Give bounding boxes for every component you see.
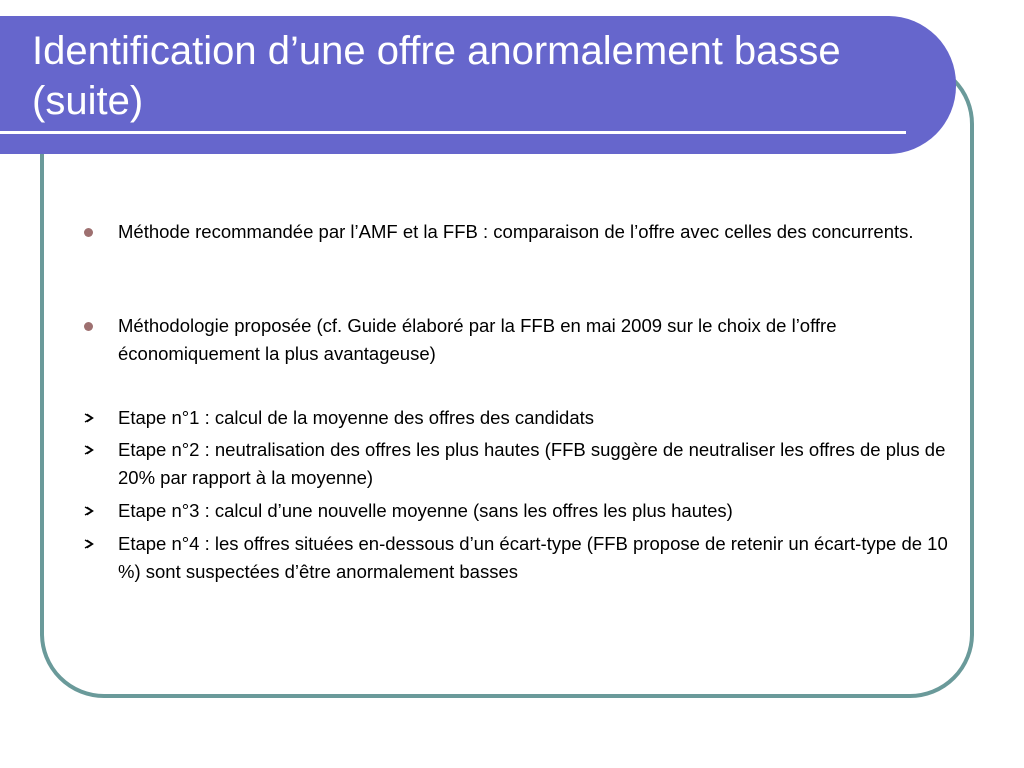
step-item — [118, 530, 948, 586]
slide-title: Identification d’une offre anormalement basse (suite) — [32, 29, 841, 123]
step-text: Etape n°3 : calcul d’une nouvelle moyenne (sans les offres les plus hautes) — [118, 500, 733, 521]
bullet-dot-icon — [80, 218, 100, 246]
bullet-item — [118, 312, 948, 368]
arrow-bullet-icon — [80, 404, 100, 432]
bullet-item — [118, 218, 948, 246]
step-text: Etape n°1 : calcul de la moyenne des offres des candidats — [118, 407, 595, 428]
step-item — [118, 404, 948, 432]
step-text: Etape n°4 : les offres situées en-dessous d’un écart-type (FFB propose de retenir un écart-type de 10 %) sont suspectées d’être anormalement basses — [118, 533, 948, 582]
step-item — [118, 436, 948, 492]
arrow-bullet-icon — [80, 497, 100, 525]
bullet-text: Méthodologie proposée (cf. Guide élaboré par la FFB en mai 2009 sur le choix de l’offre économiquement la plus avantageuse) — [118, 315, 837, 364]
step-item — [118, 497, 948, 525]
bullet-dot-icon — [80, 312, 100, 340]
arrow-bullet-icon — [80, 530, 100, 558]
bullet-text: Méthode recommandée par l’AMF et la FFB : comparaison de l’offre avec celles des concurrents. — [118, 221, 914, 242]
step-text: Etape n°2 : neutralisation des offres les plus hautes (FFB suggère de neutraliser les offres de plus de 20% par rapport à la moyenne) — [118, 439, 946, 488]
arrow-bullet-icon — [80, 436, 100, 464]
